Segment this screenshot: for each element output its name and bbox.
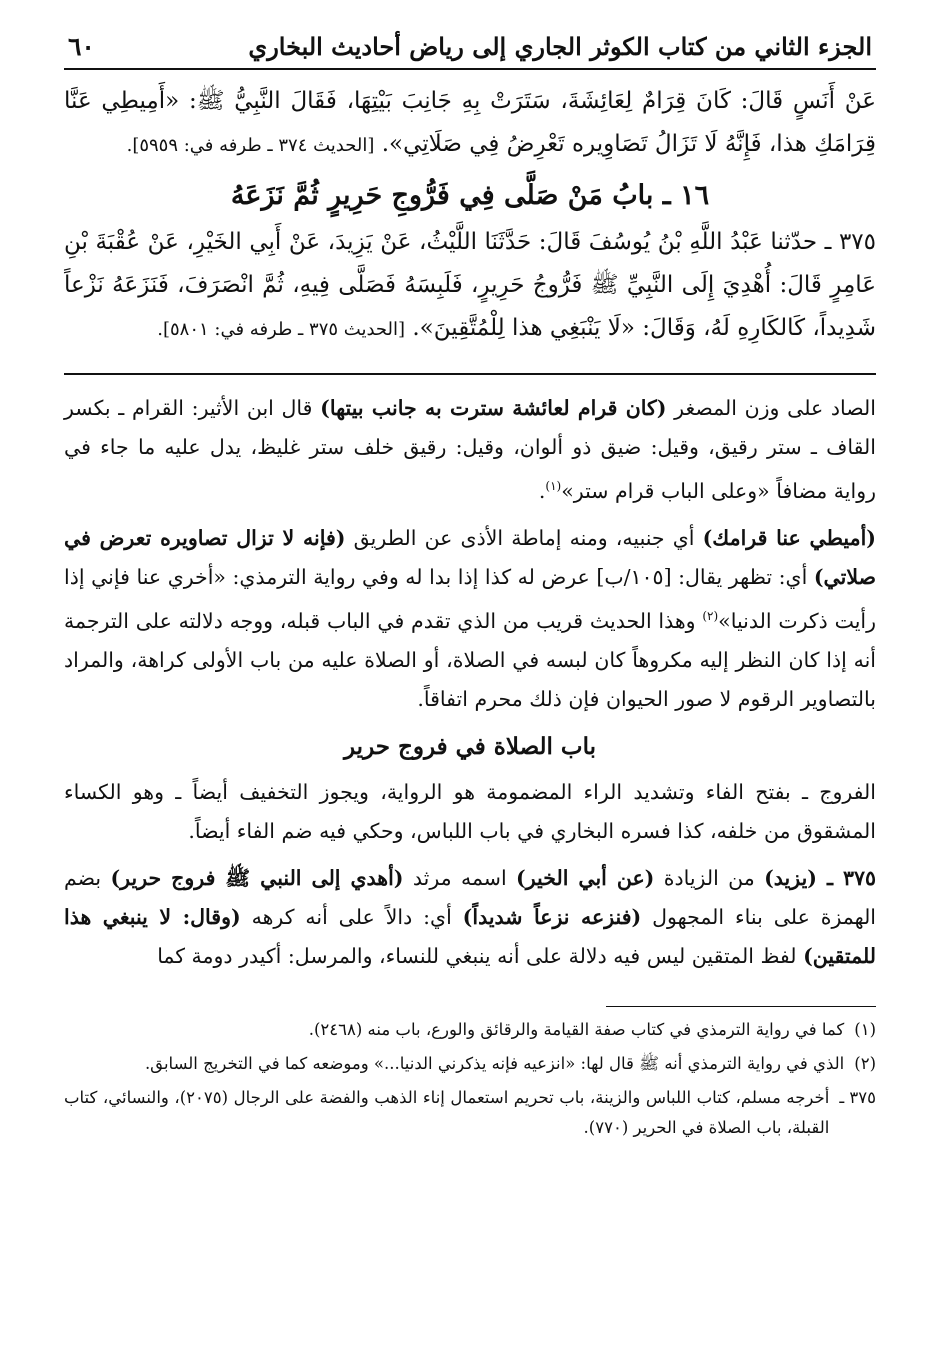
comm4-quote-5: (وقال: لا ينبغي هذا للمتقين)	[64, 904, 876, 968]
footnote-1	[64, 1015, 876, 1045]
comm4-text-3: بضم الهمزة على بناء المجهول	[64, 865, 877, 929]
comm4-text-1: من الزيادة	[654, 865, 765, 890]
comm2-quote-1: (أميطي عنا قرامك)	[702, 525, 876, 550]
footnote-2-number: (٢)	[854, 1053, 876, 1073]
commentary-paragraph-1	[64, 389, 876, 511]
header-rule	[64, 68, 876, 70]
commentary-subheading: باب الصلاة في فروج حرير	[343, 732, 596, 760]
text-commentary-divider	[64, 373, 876, 375]
comm4-quote-3: (أهدي إلى النبي ﷺ فروج حرير)	[110, 865, 404, 890]
comm1-text-d: .	[538, 478, 546, 503]
hadith-375-ref: [الحديث ٣٧٥ ـ طرفه في: ٥٨٠١].	[157, 319, 406, 340]
footnote-375	[64, 1083, 876, 1143]
comm1-quote: (كان قرام لعائشة سترت به جانب بيتها)	[320, 396, 667, 420]
commentary-paragraph-3: الفروج ـ بفتح الفاء وتشديد الراء المضمومة هو الرواية، ويجوز التخفيف أيضاً ـ وهو الكساء المشقوق من خلفه، كذا فسره البخاري في باب اللباس، وحكي فيه ضم الفاء أيضاً.	[64, 779, 876, 843]
hadith-374-text	[64, 80, 876, 167]
footnote-rule	[606, 1006, 876, 1007]
footnote-ref-2: (٢)	[702, 608, 719, 623]
footnote-1-number: (١)	[854, 1019, 876, 1039]
comm1-text-a: الصاد على وزن المصغر	[666, 396, 877, 420]
comm4-quote-1: ٣٧٥ ـ (يزيد)	[764, 865, 876, 890]
comm4-quote-4: (فنزعه نزعاً شديداً)	[462, 904, 642, 929]
comm4-text-2: اسمه مرثد	[403, 865, 517, 890]
footnote-ref-1: (١)	[545, 479, 562, 493]
footnote-375-number: ٣٧٥ ـ	[839, 1087, 876, 1107]
book-page	[64, 30, 876, 1147]
comm4-quote-2: (عن أبي الخير)	[516, 865, 655, 890]
footnote-2-text: الذي في رواية الترمذي أنه ﷺ قال لها: «انزعيه فإنه يذكرني الدنيا...» وموضعه كما في التخريج السابق.	[144, 1053, 845, 1073]
chapter-heading: ١٦ ـ بابُ مَنْ صَلَّى فِي فَرُّوجِ حَرِيرٍ ثُمَّ نَزَعَهُ	[230, 180, 710, 211]
commentary-paragraph-2	[64, 519, 876, 719]
hadith-374-ref: [الحديث ٣٧٤ ـ طرفه في: ٥٩٥٩].	[126, 135, 375, 156]
comm1-text-c: قال ابن الأثير: القرام ـ بكسر القاف ـ ستر رقيق، وقيل: ضيق ذو ألوان، وقيل: رقيق خلف ستر غليظ، يدل عليه ما جاء في رواية مضافاً «وعلى الباب قرام ستر»	[64, 396, 876, 503]
comm2-text-1: أي جنبيه، ومنه إماطة الأذى عن الطريق	[345, 525, 703, 550]
hadith-375-text	[64, 221, 876, 351]
hadith-374-body: عَنْ أَنَسٍ قَالَ: كَانَ قِرَامٌ لِعَائِشَةَ، سَتَرَتْ بِهِ جَانِبَ بَيْتِهَا، فَقَالَ النَّبِيُّ ﷺ: «أَمِيطِي عَنَّا قِرَامَكِ هذا، فَإِنَّهُ لَا تَزَالُ تَصَاوِيره تَعْرِضُ فِي صَلَاتِي».	[64, 88, 876, 157]
comm2-text-3: وهذا الحديث قريب من الذي تقدم في الباب قبله، ووجه دلالته على الترجمة أنه إذا كان النظر إليه مكروهاً كان لبسه في الصلاة، أو الصلاة عليه من باب الأولى كراهة، والمراد بالتصاوير الرقوم لا صور الحيوان فإن ذلك محرم اتفاقاً.	[64, 608, 876, 711]
comm4-text-4: أي: دالاً على أنه كرهه	[240, 904, 463, 929]
hadith-375-body: ٣٧٥ ـ حدّثنا عَبْدُ اللَّهِ بْنُ يُوسُفَ قَالَ: حَدَّثَنَا اللَّيْثُ، عَنْ يَزِيدَ، عَنْ أَبِي الخَيْرِ، عَنْ عُقْبَةَ بْنِ عَامِرٍ قَالَ: أُهْدِيَ إِلَى النَّبِيِّ ﷺ فَرُّوجُ حَرِيرٍ، فَلَبِسَهُ فَصَلَّى فِيهِ، ثُمَّ انْصَرَفَ، فَنَزَعَهُ نَزْعاً شَدِيداً، كَالكَارِهِ لَهُ، وَقَالَ: «لَا يَنْبَغِي هذا لِلْمُتَّقِينَ».	[64, 229, 876, 341]
footnote-1-text: كما في رواية الترمذي في كتاب صفة القيامة والرقائق والورع، باب منه (٢٤٦٨).	[308, 1019, 845, 1039]
comm2-quote-2: (فإنه لا تزال تصاويره تعرض في صلاتي)	[64, 525, 876, 589]
comm2-text-2: أي: تظهر يقال: [١٠٥/ب] عرض له كذا إذا بدا له وفي رواية الترمذي: «أخري عنا فإني إذا رأيت ذكرت الدنيا»	[64, 564, 877, 633]
footnote-375-text: أخرجه مسلم، كتاب اللباس والزينة، باب تحريم استعمال إناء الذهب والفضة على الرجال (٢٠٧٥)، والنسائي، كتاب القبلة، باب الصلاة في الحرير (٧٧٠).	[64, 1087, 830, 1137]
running-title: الجزء الثاني من كتاب الكوثر الجاري إلى رياض أحاديث البخاري	[248, 32, 872, 61]
page-header	[64, 30, 876, 64]
commentary-paragraph-4	[64, 859, 876, 976]
comm4-text-5: لفظ المتقين ليس فيه دلالة على أنه ينبغي للنساء، والمرسل: أكيدر دومة كما	[157, 943, 804, 968]
page-number: ٦٠	[68, 32, 95, 61]
footnote-2	[64, 1049, 876, 1079]
